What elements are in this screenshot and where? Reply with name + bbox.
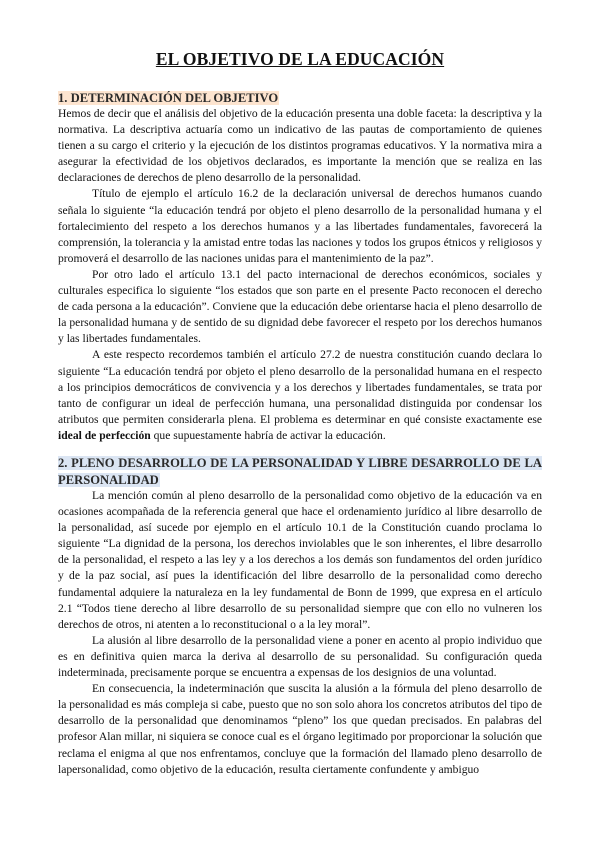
- ideal-de-perfeccion-emphasis: ideal de perfección: [58, 428, 151, 442]
- section-2-paragraph-1: La mención común al pleno desarrollo de la personalidad como objetivo de la educación va en ocasiones acompañada de la referencia general que hace el ordenamiento jurídico al libre desarrollo de la personalidad, así sucede por ejemplo en el artículo 10.1 de la Constitución cuando proclama lo siguiente “La dignidad de la persona, los derechos inviolables que le son inherentes, el libre desarrollo de la personalidad, el respeto a las ley y a los derechos a los demás son fundamentos del orden jurídico y de la paz social, así pues la identificación del libre desarrollo de la personalidad como derecho fundamental adquiere la naturaleza en la ley fundamental de Bonn de 1999, que expresa en el artículo 2.1 “Todos tiene derecho al libre desarrollo de su personalidad siempre que con ello no vulneren los derechos de otros, ni atenten a lo reconstitucional o a la ley moral”.: [58, 489, 542, 631]
- section-1-heading: [58, 90, 542, 107]
- section-1-paragraph-4: [58, 347, 542, 444]
- section-1-body: [58, 106, 542, 444]
- section-1-heading-text: 1. DETERMINACIÓN DEL OBJETIVO: [58, 91, 279, 105]
- paragraph-4-text-end: que supuestamente habría de activar la educación.: [150, 428, 386, 442]
- section-1-paragraph-2: Título de ejemplo el artículo 16.2 de la declaración universal de derechos humanos cuando señala lo siguiente “la educación tendrá por objeto el pleno desarrollo de la personalidad humana y el fortalecimiento del respeto a los derechos humanos y a las libertades fundamentales, favorecerá la comprensión, la tolerancia y la amistad entre todas las naciones y todos los grupos étnicos y religiosos y promoverá el desarrollo de las naciones unidas para el mantenimiento de la paz”.: [58, 187, 542, 265]
- section-2-heading: [58, 455, 542, 488]
- section-2-paragraph-2: La alusión al libre desarrollo de la personalidad viene a poner en acento al propio individuo que es en definitiva quien marca la deriva al desarrollo de su personalidad. Su configuración queda indeterminada, precisamente porque se encuentra a expensas de los designios de una voluntad.: [58, 633, 542, 680]
- section-2-heading-text: 2. PLENO DESARROLLO DE LA PERSONALIDAD Y LIBRE DESARROLLO DE LA PERSONALIDAD: [58, 456, 542, 487]
- section-2-body: [58, 488, 542, 778]
- section-1-paragraph-3: Por otro lado el artículo 13.1 del pacto internacional de derechos económicos, sociales y culturales especifica lo siguiente “los estados que son parte en el presente Pacto reconocen el derecho de cada persona a la educación”. Conviene que la educación debe orientarse hacia el pleno desarrollo de la personalidad humana y de sentido de su dignidad debe favorecer el respeto por los derechos humanos y las libertades fundamentales.: [58, 267, 542, 346]
- paragraph-4-text-start: A este respecto recordemos también el artículo 27.2 de nuestra constitución cuando declara lo siguiente “La educación tendrá por objeto el pleno desarrollo de la personalidad humana en el respecto a los principios democráticos de convivencia y a los derechos y libertades fundamentales, se trata por tanto de configurar un ideal de perfección humana, una personalidad distinguida por condensar los atributos que permiten considerarla plena. El problema es determinar en qué consiste exactamente ese: [58, 348, 542, 426]
- document-title: EL OBJETIVO DE LA EDUCACIÓN: [155, 49, 445, 69]
- section-2-paragraph-3: En consecuencia, la indeterminación que suscita la alusión a la fórmula del pleno desarrollo de la personalidad es más compleja si cabe, puesto que no son solo ahora los concretos atributos del tipo de desarrollo de la personalidad que denominamos “pleno” los que quedan precisados. En palabras del profesor Alan millar, ni siquiera se conoce cual es el órgano legitimado por proporcionar la solución que reclama el enigma al que nos enfrentamos, concluye que la formación del llamado pleno desarrollo de lapersonalidad, como objetivo de la educación, resulta ciertamente confundente y ambiguo: [58, 682, 542, 776]
- section-1-paragraph-1: Hemos de decir que el análisis del objetivo de la educación presenta una doble faceta: la descriptiva y la normativa. La descriptiva actuaría como un indicativo de las pautas de comportamiento de quienes tienen a su cargo el criterio y la ejecución de los distintos programas educativos. Y la normativa mira a asegurar la efectividad de los objetivos declarados, es importante la mención que se realiza en las declaraciones de derechos de pleno desarrollo de la personalidad.: [58, 107, 542, 185]
